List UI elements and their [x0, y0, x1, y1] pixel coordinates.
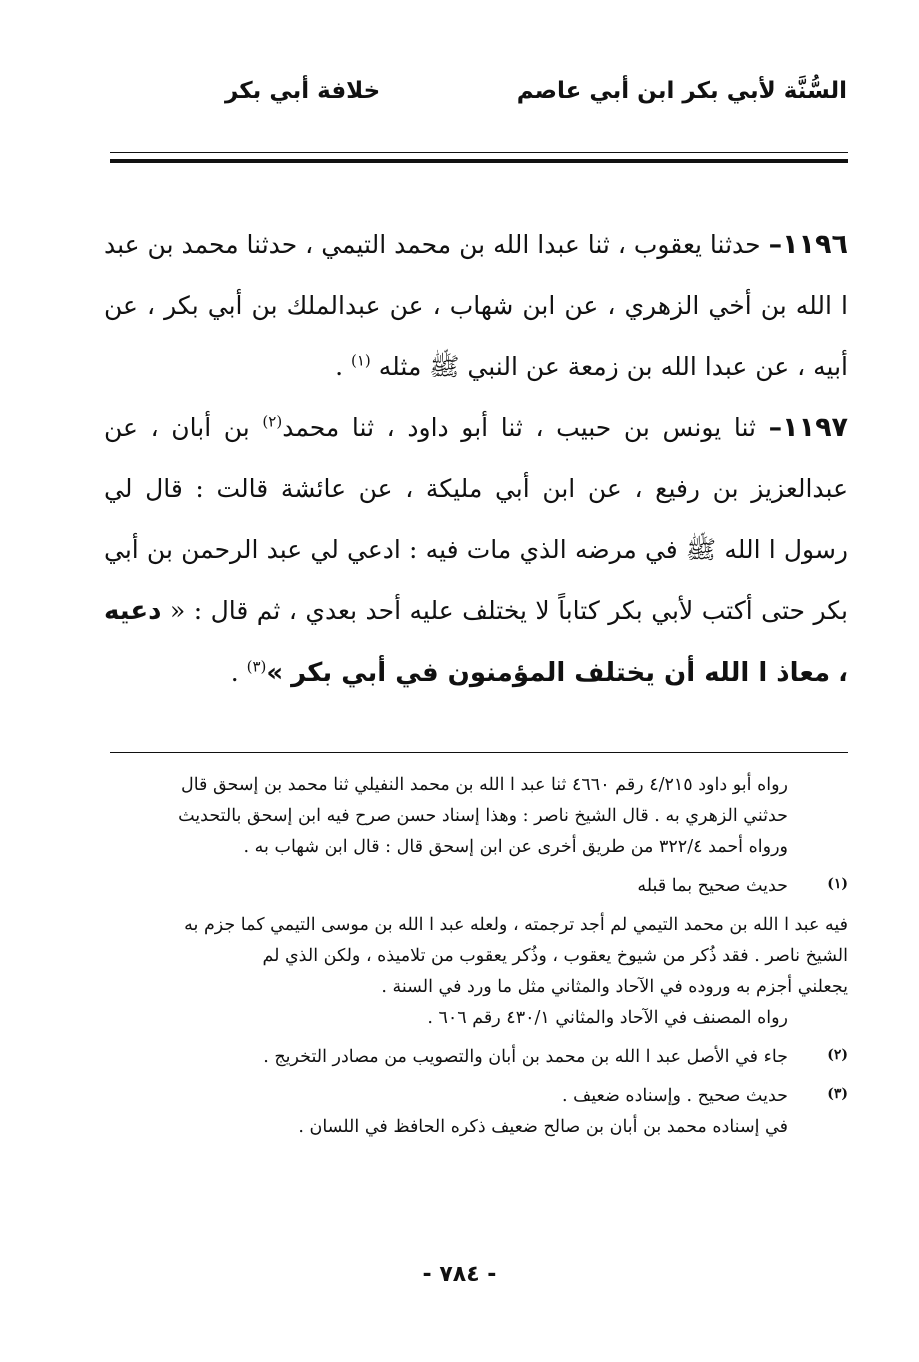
footnotes — [104, 770, 848, 1143]
main-text — [104, 214, 848, 704]
book-title: السُّنَّة لأبي بكر ابن أبي عاصم — [516, 78, 847, 104]
hadith-emphasis: دعيه ، — [104, 596, 848, 688]
footnote-line: الشيخ ناصر . فقد ذُكر من شيوخ يعقوب ، وذُكر يعقوب من تلاميذه ، ولكن الذي لم — [262, 946, 848, 966]
chapter-title: خلافة أبي بكر — [225, 78, 381, 104]
footnote-intro — [104, 770, 848, 863]
footnote-marker: (٣) — [827, 1086, 848, 1102]
footnote-1 — [104, 871, 848, 902]
hadith-1196: ١١٩٦– حدثنا يعقوب ، ثنا عبدا الله بن محمد التيمي ، حدثنا محمد بن عبد ا الله بن أخي الزهري ، عن ابن شهاب ، عن عبدالملك بن أبي بكر ، عن أبيه ، عن عبدا الله بن زمعة عن النبي ﷺ مثله $^{(١)}$ . — [104, 229, 848, 381]
footnote-marker: (٢) — [827, 1047, 848, 1063]
header-rule-thick — [110, 159, 848, 163]
footnote-ref: (١) — [350, 351, 371, 370]
hadith-text-line: حدثنا يعقوب ، ثنا عبدا الله بن محمد التيمي ، حدثنا محمد بن — [147, 230, 761, 259]
hadith-text-line: عبدالعزيز بن رفيع ، عن ابن أبي مليكة ، عن عائشة قالت : قال لي — [104, 474, 848, 503]
hadith-text-line: ثنا يونس بن حبيب ، ثنا أبو داود ، ثنا محمد — [282, 413, 756, 442]
hadith-text-line: عبد ا الله بن أخي الزهري ، عن ابن شهاب ، عن عبدالملك بن أبي بكر ، — [104, 230, 848, 320]
footnote-line: جاء في الأصل عبد ا الله بن محمد بن أبان والتصويب من مصادر التخريج . — [263, 1047, 788, 1067]
hadith-text-line: عن أبيه ، عن عبدا الله بن زمعة عن النبي ﷺ مثله — [104, 291, 848, 381]
hadith-text-line: بن أبان ، عن — [104, 413, 250, 442]
footnote-ref: (٢) — [262, 412, 283, 431]
hadith-text-line: حتى أكتب لأبي بكر كتاباً لا يختلف عليه أحد بعدي ، ثم قال : « — [169, 596, 805, 625]
hadith-dash: – — [768, 229, 783, 260]
footnote-marker: (١) — [827, 876, 848, 892]
footnote-ref: (٣) — [246, 657, 267, 676]
hadith-number: ١١٩٧ — [782, 412, 849, 443]
footnote-line: حديث صحيح بما قبله — [637, 876, 788, 896]
footnote-line: في إسناده محمد بن أبان بن صالح ضعيف ذكره الحافظ في اللسان . — [298, 1117, 788, 1137]
footnote-line: رواه المصنف في الآحاد والمثاني ٤٣٠/١ رقم ٦٠٦ . — [427, 1008, 788, 1028]
hadith-dash: – — [768, 412, 783, 443]
footnote-2 — [104, 1042, 848, 1073]
hadith-emphasis: معاذ ا الله أن يختلف المؤمنون في أبي بكر — [291, 658, 831, 688]
quote-close: » — [266, 658, 284, 688]
footnote-line: حديث صحيح . وإسناده ضعيف . — [562, 1086, 788, 1106]
footnote-1-extra — [104, 910, 848, 1034]
footnote-line: رواه أبو داود ٤/٢١٥ رقم ٤٦٦٠ ثنا عبد ا الله بن محمد النفيلي ثنا محمد بن إسحق قال — [180, 775, 788, 795]
footnote-line: ورواه أحمد ٣٢٢/٤ من طريق أخرى عن ابن إسحق قال : قال ابن شهاب به . — [243, 837, 788, 857]
footnote-separator — [110, 752, 848, 753]
footnote-line: فيه عبد ا الله بن محمد التيمي لم أجد ترجمته ، ولعله عبد ا الله بن موسى التيمي كما جزم به — [184, 915, 848, 935]
header-rule-thin — [110, 152, 848, 153]
footnote-3 — [104, 1081, 848, 1143]
running-header — [110, 78, 847, 118]
footnote-line: يجعلني أجزم به وروده في الآحاد والمثاني مثل ما ورد في السنة . — [381, 977, 848, 997]
sentence-end: . — [230, 658, 239, 687]
page-number: - ٧٨٤ - — [422, 1262, 497, 1287]
hadith-1197 — [104, 397, 848, 704]
footnote-line: حدثني الزهري به . قال الشيخ ناصر : وهذا إسناد حسن صرح فيه ابن إسحق بالتحديث — [178, 806, 788, 826]
hadith-text-line: رسول ا الله ﷺ في مرضه الذي مات فيه : ادعي لي عبد الرحمن بن أبي بكر — [104, 535, 848, 625]
hadith-number: ١١٩٦ — [782, 229, 848, 260]
